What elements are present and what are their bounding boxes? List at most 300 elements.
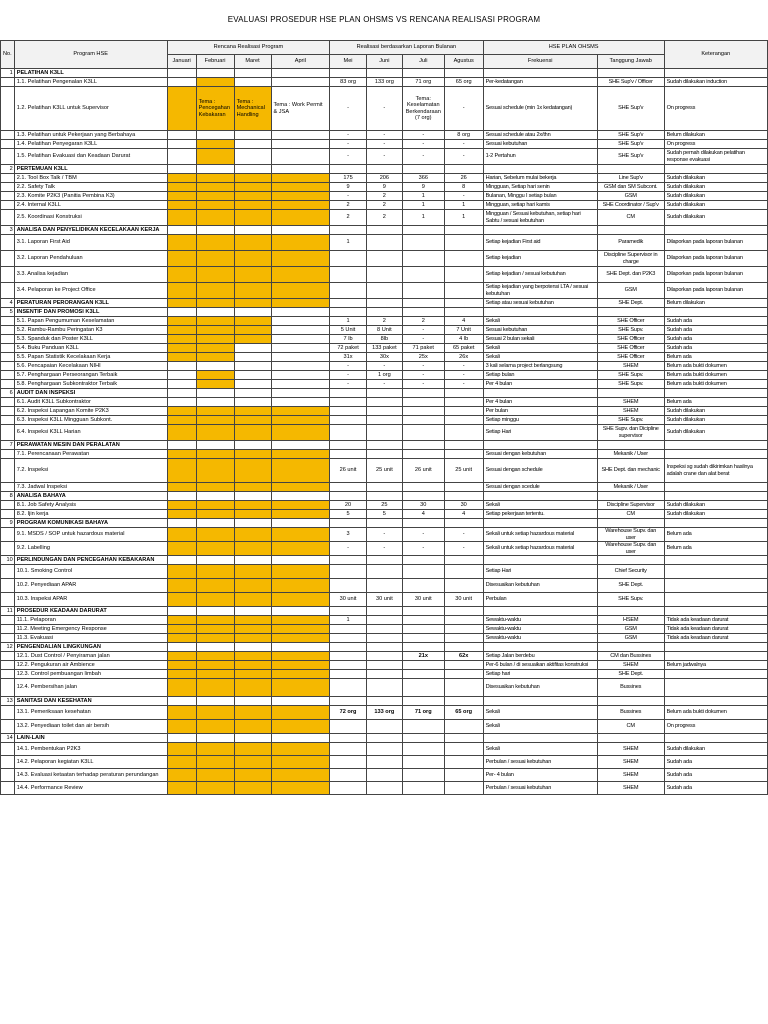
tanggung-jawab-cell: SHEM	[597, 756, 664, 769]
plan-month-cell	[234, 734, 271, 743]
plan-month-cell	[271, 634, 330, 643]
keterangan-cell: Sudah dilakukan	[664, 425, 767, 441]
table-row	[1, 326, 768, 335]
row-number	[1, 652, 15, 661]
row-number	[1, 398, 15, 407]
realisasi-cell: 366	[402, 174, 444, 183]
realisasi-cell: 30 unit	[402, 593, 444, 607]
realisasi-cell	[330, 643, 367, 652]
program-name: 13.1. Pemeriksaan kesehatan	[14, 706, 167, 720]
row-number: 5	[1, 308, 15, 317]
keterangan-cell: On progress	[664, 720, 767, 734]
plan-month-cell	[196, 542, 234, 556]
plan-month-cell	[167, 756, 196, 769]
plan-month-cell	[167, 670, 196, 679]
realisasi-cell	[402, 616, 444, 625]
realisasi-cell	[330, 607, 367, 616]
realisasi-cell: -	[402, 528, 444, 542]
realisasi-cell: -	[402, 335, 444, 344]
row-number: 11	[1, 607, 15, 616]
realisasi-cell	[402, 607, 444, 616]
plan-month-cell	[167, 565, 196, 579]
keterangan-cell: Sudah dilakukan	[664, 407, 767, 416]
row-number	[1, 670, 15, 679]
plan-month-cell	[167, 344, 196, 353]
plan-month-cell	[167, 267, 196, 283]
plan-month-cell	[234, 501, 271, 510]
plan-month-cell	[271, 782, 330, 795]
keterangan-cell	[664, 579, 767, 593]
frekuensi-cell: Setiap pekerjaan tertentu.	[483, 510, 597, 519]
tanggung-jawab-cell	[597, 308, 664, 317]
table-row	[1, 425, 768, 441]
program-name: 5.1. Papan Pengumuman Keselamatan	[14, 317, 167, 326]
plan-month-cell	[271, 165, 330, 174]
realisasi-cell: -	[402, 362, 444, 371]
realisasi-cell	[366, 69, 402, 78]
plan-month-cell	[196, 634, 234, 643]
realisasi-cell	[330, 398, 367, 407]
plan-month-cell	[234, 183, 271, 192]
plan-month-cell	[271, 510, 330, 519]
plan-month-cell	[271, 492, 330, 501]
keterangan-cell: Belum ada bukti dokumen	[664, 362, 767, 371]
realisasi-cell	[330, 492, 367, 501]
realisasi-cell	[330, 519, 367, 528]
header-no: No.	[1, 41, 15, 69]
plan-month-cell	[167, 459, 196, 483]
row-number	[1, 78, 15, 87]
plan-month-cell	[196, 140, 234, 149]
plan-month-cell	[196, 670, 234, 679]
program-name: 3.4. Pelaporan ke Project Office	[14, 283, 167, 299]
section-row	[1, 299, 768, 308]
keterangan-cell	[664, 643, 767, 652]
plan-month-cell	[234, 528, 271, 542]
frekuensi-cell: Sesuai dengan kebutuhan	[483, 450, 597, 459]
plan-month-cell	[271, 542, 330, 556]
tanggung-jawab-cell: SHEM	[597, 782, 664, 795]
plan-month-cell	[234, 335, 271, 344]
frekuensi-cell: Disesuaikan kebutuhan	[483, 579, 597, 593]
program-name: 9.1. MSDS / SOP untuk hazardous material	[14, 528, 167, 542]
table-row	[1, 251, 768, 267]
program-name: PENGENDALIAN LINGKUNGAN	[14, 643, 167, 652]
program-name: 7.3. Jadwal Inspeksi	[14, 483, 167, 492]
realisasi-cell: 21x	[402, 652, 444, 661]
tanggung-jawab-cell: GSM dan SM Subcont.	[597, 183, 664, 192]
realisasi-cell: -	[402, 371, 444, 380]
plan-month-cell	[271, 308, 330, 317]
table-row	[1, 679, 768, 697]
plan-month-cell	[234, 579, 271, 593]
plan-month-cell	[196, 353, 234, 362]
realisasi-cell: 26x	[444, 353, 483, 362]
tanggung-jawab-cell: Discipline Supervisor in charge	[597, 251, 664, 267]
row-number	[1, 743, 15, 756]
frekuensi-cell	[483, 226, 597, 235]
table-row	[1, 579, 768, 593]
tanggung-jawab-cell: Warehouse Supv. dan user	[597, 528, 664, 542]
tanggung-jawab-cell	[597, 519, 664, 528]
plan-month-cell	[167, 210, 196, 226]
plan-month-cell	[271, 226, 330, 235]
program-name: 3.2. Laporan Pendahuluan	[14, 251, 167, 267]
frekuensi-cell: Sesuai schedule atau 2x/thn	[483, 131, 597, 140]
plan-month-cell	[234, 210, 271, 226]
row-number	[1, 756, 15, 769]
plan-month-cell	[271, 441, 330, 450]
table-row	[1, 661, 768, 670]
realisasi-cell: -	[444, 140, 483, 149]
keterangan-cell: Sudah ada	[664, 782, 767, 795]
frekuensi-cell: Sesuai kebutuhan	[483, 326, 597, 335]
plan-month-cell	[234, 69, 271, 78]
plan-month-cell	[234, 756, 271, 769]
keterangan-cell: Tidak ada keadaan darurat	[664, 616, 767, 625]
program-name: 1.5. Pelatihan Evakuasi dan Keadaan Darurat	[14, 149, 167, 165]
plan-month-cell	[196, 652, 234, 661]
tanggung-jawab-cell: Chief Security	[597, 565, 664, 579]
plan-month-cell	[167, 643, 196, 652]
realisasi-cell	[444, 697, 483, 706]
program-name: 12.3. Control pembuangan limbah	[14, 670, 167, 679]
plan-month-cell	[196, 528, 234, 542]
realisasi-cell	[366, 679, 402, 697]
plan-month-cell	[167, 607, 196, 616]
header-month: Januari	[167, 55, 196, 69]
tanggung-jawab-cell: Mekanik / User	[597, 483, 664, 492]
frekuensi-cell	[483, 734, 597, 743]
frekuensi-cell: Sekali	[483, 317, 597, 326]
plan-month-cell	[167, 317, 196, 326]
realisasi-cell: 20	[330, 501, 367, 510]
row-number	[1, 679, 15, 697]
plan-month-cell	[271, 251, 330, 267]
realisasi-cell	[366, 425, 402, 441]
keterangan-cell: Belum ada	[664, 542, 767, 556]
program-name: 12.2. Pengukuran air Ambience	[14, 661, 167, 670]
keterangan-cell: Sudah dilakukan	[664, 192, 767, 201]
realisasi-cell	[444, 416, 483, 425]
keterangan-cell: Sudah dilakukan	[664, 183, 767, 192]
realisasi-cell: 25 unit	[366, 459, 402, 483]
row-number	[1, 174, 15, 183]
frekuensi-cell	[483, 389, 597, 398]
tanggung-jawab-cell: HSEM	[597, 616, 664, 625]
plan-month-cell	[196, 308, 234, 317]
row-number	[1, 616, 15, 625]
plan-month-cell	[167, 450, 196, 459]
section-row	[1, 643, 768, 652]
header-month: Juli	[402, 55, 444, 69]
table-row	[1, 542, 768, 556]
frekuensi-cell	[483, 165, 597, 174]
program-name: 10.2. Penyediaan APAR	[14, 579, 167, 593]
realisasi-cell	[444, 407, 483, 416]
row-number	[1, 353, 15, 362]
plan-month-cell	[196, 380, 234, 389]
plan-month-cell	[196, 441, 234, 450]
plan-month-cell	[167, 335, 196, 344]
tanggung-jawab-cell: SHEM	[597, 743, 664, 756]
tanggung-jawab-cell: SHE Dept. dan mechanic	[597, 459, 664, 483]
program-name: 14.3. Evaluasi ketaatan terhadap peraturan perundangan	[14, 769, 167, 782]
realisasi-cell	[402, 634, 444, 643]
realisasi-cell: 9	[330, 183, 367, 192]
plan-month-cell	[167, 425, 196, 441]
plan-month-cell: Tema : Mechanical Handling	[234, 87, 271, 131]
realisasi-cell: -	[330, 131, 367, 140]
realisasi-cell: 71 org	[402, 78, 444, 87]
tanggung-jawab-cell: SHE Supv.	[597, 416, 664, 425]
plan-month-cell	[196, 556, 234, 565]
table-row	[1, 720, 768, 734]
plan-month-cell	[167, 720, 196, 734]
program-name: 11.1. Pelaporan	[14, 616, 167, 625]
realisasi-cell: 175	[330, 174, 367, 183]
program-name: ANALISA DAN PENYELIDIKAN KECELAKAAN KERJA	[14, 226, 167, 235]
frekuensi-cell	[483, 69, 597, 78]
plan-month-cell	[196, 756, 234, 769]
plan-month-cell	[271, 519, 330, 528]
program-name: 1.2. Pelatihan K3LL untuk Supervisor	[14, 87, 167, 131]
realisasi-cell	[366, 407, 402, 416]
plan-month-cell	[234, 616, 271, 625]
realisasi-cell	[444, 565, 483, 579]
plan-month-cell	[167, 174, 196, 183]
row-number	[1, 380, 15, 389]
realisasi-cell: 2	[366, 192, 402, 201]
tanggung-jawab-cell: SHE Supv. dan Dicipline supervisor	[597, 425, 664, 441]
plan-month-cell	[196, 398, 234, 407]
realisasi-cell	[330, 483, 367, 492]
tanggung-jawab-cell: CM	[597, 210, 664, 226]
keterangan-cell: Sudah dilakukan induction	[664, 78, 767, 87]
realisasi-cell: 26 unit	[402, 459, 444, 483]
plan-month-cell	[167, 326, 196, 335]
program-name: 5.5. Papan Statistik Kecelakaan Kerja	[14, 353, 167, 362]
plan-month-cell	[234, 407, 271, 416]
plan-month-cell	[234, 661, 271, 670]
plan-month-cell	[271, 78, 330, 87]
program-name: PERLINDUNGAN DAN PENCEGAHAN KEBAKARAN	[14, 556, 167, 565]
realisasi-cell	[402, 407, 444, 416]
frekuensi-cell: Sekali	[483, 501, 597, 510]
row-number	[1, 661, 15, 670]
realisasi-cell: -	[402, 380, 444, 389]
row-number	[1, 501, 15, 510]
plan-month-cell	[196, 450, 234, 459]
frekuensi-cell	[483, 556, 597, 565]
table-row	[1, 183, 768, 192]
keterangan-cell	[664, 734, 767, 743]
plan-month-cell	[167, 308, 196, 317]
row-number	[1, 371, 15, 380]
plan-month-cell	[196, 425, 234, 441]
row-number	[1, 335, 15, 344]
program-name: PERAWATAN MESIN DAN PERALATAN	[14, 441, 167, 450]
plan-month-cell	[271, 183, 330, 192]
keterangan-cell: Belum ada bukti dokumen	[664, 380, 767, 389]
plan-month-cell	[234, 556, 271, 565]
tanggung-jawab-cell	[597, 492, 664, 501]
plan-month-cell	[271, 69, 330, 78]
program-name: 8.1. Job Safety Analysis	[14, 501, 167, 510]
plan-month-cell	[271, 607, 330, 616]
realisasi-cell	[330, 565, 367, 579]
table-row	[1, 483, 768, 492]
realisasi-cell: -	[402, 542, 444, 556]
plan-month-cell	[167, 734, 196, 743]
realisasi-cell	[444, 299, 483, 308]
plan-month-cell	[167, 183, 196, 192]
tanggung-jawab-cell: SHEM	[597, 769, 664, 782]
realisasi-cell: 30	[402, 501, 444, 510]
realisasi-cell: 1	[402, 210, 444, 226]
section-row	[1, 226, 768, 235]
tanggung-jawab-cell: Line Sup'v	[597, 174, 664, 183]
realisasi-cell	[330, 556, 367, 565]
plan-month-cell	[196, 78, 234, 87]
plan-month-cell	[271, 616, 330, 625]
realisasi-cell: 71 paket	[402, 344, 444, 353]
realisasi-cell	[366, 670, 402, 679]
realisasi-cell	[330, 756, 367, 769]
plan-month-cell	[271, 140, 330, 149]
table-row	[1, 501, 768, 510]
plan-month-cell	[196, 743, 234, 756]
frekuensi-cell	[483, 492, 597, 501]
frekuensi-cell: Per-6 bulan / di sesuaikan aktifitas konstruksi	[483, 661, 597, 670]
row-number	[1, 593, 15, 607]
plan-month-cell	[167, 579, 196, 593]
keterangan-cell	[664, 697, 767, 706]
plan-month-cell	[196, 565, 234, 579]
header-hse-plan: HSE PLAN OHSMS	[483, 41, 664, 55]
plan-month-cell	[167, 697, 196, 706]
table-row	[1, 510, 768, 519]
realisasi-cell	[330, 652, 367, 661]
plan-month-cell	[196, 483, 234, 492]
frekuensi-cell: Setiap Jalan berdebu	[483, 652, 597, 661]
realisasi-cell	[444, 769, 483, 782]
keterangan-cell: Sudah dilakukan	[664, 210, 767, 226]
plan-month-cell	[196, 165, 234, 174]
realisasi-cell	[444, 235, 483, 251]
realisasi-cell: 30 unit	[444, 593, 483, 607]
program-name: AUDIT DAN INSPEKSI	[14, 389, 167, 398]
table-row	[1, 634, 768, 643]
realisasi-cell: -	[444, 380, 483, 389]
plan-month-cell	[196, 734, 234, 743]
plan-month-cell	[271, 201, 330, 210]
row-number	[1, 579, 15, 593]
header-month: April	[271, 55, 330, 69]
program-name: 5.6. Pencapaian Kecelakaan NIHI	[14, 362, 167, 371]
table-row	[1, 380, 768, 389]
tanggung-jawab-cell: CM dan Bussines	[597, 652, 664, 661]
realisasi-cell: 30 unit	[366, 593, 402, 607]
program-name: 1.3. Pelatihan untuk Pekerjaan yang Berbahaya	[14, 131, 167, 140]
row-number	[1, 362, 15, 371]
realisasi-cell: -	[444, 192, 483, 201]
plan-month-cell	[271, 398, 330, 407]
keterangan-cell: Dilaporkan pada laporan bulanan	[664, 267, 767, 283]
row-number	[1, 483, 15, 492]
frekuensi-cell: Sewaktu-waktu	[483, 616, 597, 625]
realisasi-cell	[444, 634, 483, 643]
table-row	[1, 174, 768, 183]
realisasi-cell: 206	[366, 174, 402, 183]
plan-month-cell	[271, 283, 330, 299]
realisasi-cell	[444, 670, 483, 679]
plan-month-cell	[196, 201, 234, 210]
row-number	[1, 149, 15, 165]
row-number	[1, 87, 15, 131]
realisasi-cell	[366, 389, 402, 398]
tanggung-jawab-cell	[597, 165, 664, 174]
plan-month-cell	[234, 308, 271, 317]
realisasi-cell: 8	[444, 183, 483, 192]
frekuensi-cell: Setiap Hari	[483, 425, 597, 441]
tanggung-jawab-cell: Bussines	[597, 706, 664, 720]
plan-month-cell	[234, 131, 271, 140]
frekuensi-cell: 3 kali selama project berlangsung	[483, 362, 597, 371]
realisasi-cell	[330, 299, 367, 308]
plan-month-cell	[271, 459, 330, 483]
section-row	[1, 492, 768, 501]
plan-month-cell	[271, 425, 330, 441]
plan-month-cell	[271, 670, 330, 679]
row-number: 3	[1, 226, 15, 235]
keterangan-cell	[664, 226, 767, 235]
plan-month-cell	[271, 371, 330, 380]
table-row	[1, 210, 768, 226]
tanggung-jawab-cell: SHE Dept.	[597, 579, 664, 593]
section-row	[1, 165, 768, 174]
frekuensi-cell: Disesuaikan kebutuhan	[483, 679, 597, 697]
realisasi-cell: -	[402, 140, 444, 149]
realisasi-cell: 2	[366, 201, 402, 210]
table-row	[1, 652, 768, 661]
realisasi-cell	[402, 679, 444, 697]
plan-month-cell	[271, 593, 330, 607]
plan-month-cell	[196, 283, 234, 299]
row-number	[1, 210, 15, 226]
table-row	[1, 235, 768, 251]
table-row	[1, 565, 768, 579]
plan-month-cell	[234, 140, 271, 149]
plan-month-cell	[167, 634, 196, 643]
frekuensi-cell: Setiap minggu	[483, 416, 597, 425]
plan-month-cell	[234, 251, 271, 267]
realisasi-cell: 2	[366, 210, 402, 226]
realisasi-cell: 2	[402, 317, 444, 326]
tanggung-jawab-cell: Warehouse Supv. dan user	[597, 542, 664, 556]
plan-month-cell	[234, 607, 271, 616]
plan-month-cell	[196, 579, 234, 593]
plan-month-cell	[234, 542, 271, 556]
row-number: 14	[1, 734, 15, 743]
realisasi-cell: 133 org	[366, 78, 402, 87]
realisasi-cell: 62x	[444, 652, 483, 661]
realisasi-cell: -	[330, 380, 367, 389]
frekuensi-cell: Per- 4 bulan	[483, 769, 597, 782]
tanggung-jawab-cell: SHE Officer	[597, 353, 664, 362]
realisasi-cell	[330, 308, 367, 317]
table-row	[1, 625, 768, 634]
